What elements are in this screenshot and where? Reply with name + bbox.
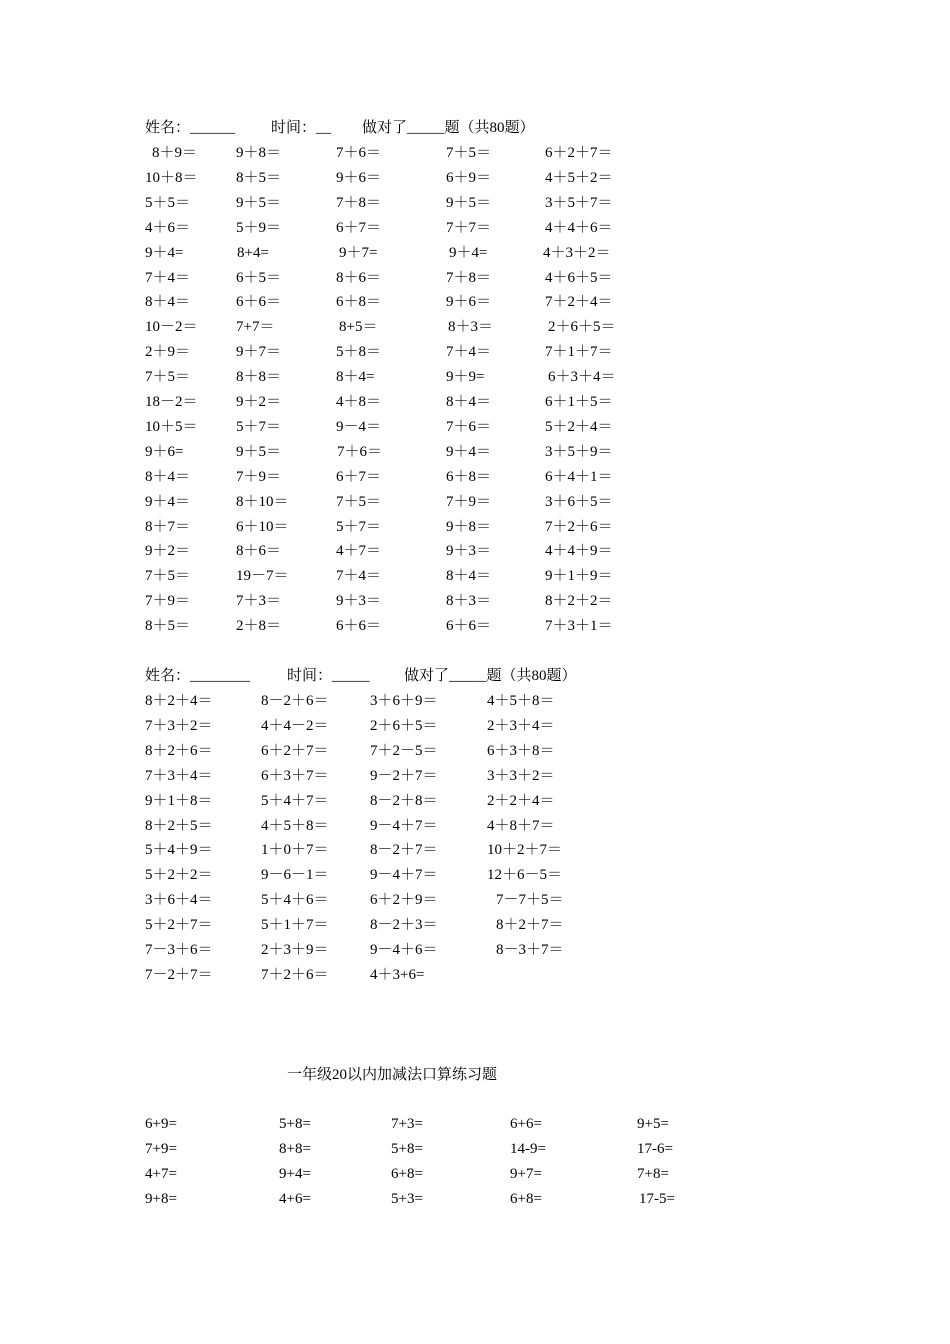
arithmetic-problem: 6＋8＝ — [446, 469, 492, 485]
arithmetic-problem: 6＋6＝ — [446, 618, 492, 634]
arithmetic-problem: 6＋6＝ — [236, 294, 282, 310]
arithmetic-problem: 6＋9＝ — [446, 170, 492, 186]
arithmetic-problem: 8－3＋7＝ — [496, 942, 564, 958]
arithmetic-problem: 5＋4＋6＝ — [261, 892, 329, 908]
arithmetic-problem: 7－3＋6＝ — [145, 942, 213, 958]
arithmetic-problem: 7＋7＝ — [446, 220, 492, 236]
arithmetic-problem: 3＋5＋9＝ — [545, 444, 613, 460]
arithmetic-problem: 9＋3＝ — [446, 543, 492, 559]
arithmetic-problem: 9+5= — [637, 1116, 669, 1132]
arithmetic-problem: 7＋2＋6＝ — [545, 519, 613, 535]
arithmetic-problem: 8－2＋3＝ — [370, 917, 438, 933]
arithmetic-problem: 4＋5＋8＝ — [261, 818, 329, 834]
arithmetic-problem: 4＋5＋2＝ — [545, 170, 613, 186]
arithmetic-problem: 18－2＝ — [145, 394, 198, 410]
arithmetic-problem: 3＋6＋5＝ — [545, 494, 613, 510]
arithmetic-problem: 8+4= — [237, 245, 269, 261]
arithmetic-problem: 8＋9＝ — [152, 145, 198, 161]
arithmetic-problem: 8＋5＝ — [145, 618, 191, 634]
arithmetic-problem: 7－7＋5＝ — [496, 892, 564, 908]
arithmetic-problem: 7＋9＝ — [446, 494, 492, 510]
arithmetic-problem: 8＋2＋5＝ — [145, 818, 213, 834]
arithmetic-problem: 9＋6= — [145, 444, 184, 460]
arithmetic-problem: 8－2＋6＝ — [261, 693, 329, 709]
arithmetic-problem: 17-5= — [639, 1191, 675, 1207]
arithmetic-problem: 9+7= — [510, 1166, 542, 1182]
arithmetic-problem: 6＋1＋5＝ — [545, 394, 613, 410]
arithmetic-problem: 7＋5＝ — [145, 369, 191, 385]
arithmetic-problem: 5+8= — [391, 1141, 423, 1157]
arithmetic-problem: 4＋3＋2＝ — [543, 245, 611, 261]
arithmetic-problem: 12＋6－5＝ — [487, 867, 563, 883]
arithmetic-problem: 7－2＋7＝ — [145, 967, 213, 983]
arithmetic-problem: 6＋8＝ — [336, 294, 382, 310]
arithmetic-problem: 6＋2＋7＝ — [545, 145, 613, 161]
arithmetic-problem: 7＋5＝ — [446, 145, 492, 161]
arithmetic-problem: 9＋4＝ — [145, 494, 191, 510]
name-field-label: 姓名：________ — [145, 668, 251, 684]
arithmetic-problem: 9－4＋6＝ — [370, 942, 438, 958]
arithmetic-problem: 9＋4= — [145, 245, 184, 261]
arithmetic-problem: 6+6= — [510, 1116, 542, 1132]
correct-count-label: 做对了_____题（共80题） — [362, 120, 535, 136]
arithmetic-problem: 7＋4＝ — [145, 270, 191, 286]
arithmetic-problem: 7＋4＝ — [446, 344, 492, 360]
arithmetic-problem: 2＋3＋9＝ — [261, 942, 329, 958]
arithmetic-problem: 6＋3＋8＝ — [487, 743, 555, 759]
arithmetic-problem: 3＋6＋9＝ — [370, 693, 438, 709]
arithmetic-problem: 5＋4＋9＝ — [145, 842, 213, 858]
arithmetic-problem: 3＋5＋7＝ — [545, 195, 613, 211]
arithmetic-problem: 4＋3+6= — [370, 967, 425, 983]
arithmetic-problem: 7+3= — [391, 1116, 423, 1132]
arithmetic-problem: 8＋2＋6＝ — [145, 743, 213, 759]
arithmetic-problem: 4＋6＝ — [145, 220, 191, 236]
arithmetic-problem: 5＋2＋4＝ — [545, 419, 613, 435]
arithmetic-problem: 7+9= — [145, 1141, 177, 1157]
arithmetic-problem: 6+8= — [391, 1166, 423, 1182]
arithmetic-problem: 7＋6＝ — [336, 145, 382, 161]
arithmetic-problem: 4+7= — [145, 1166, 177, 1182]
arithmetic-problem: 9－4＝ — [336, 419, 382, 435]
arithmetic-problem: 9+8= — [145, 1191, 177, 1207]
section2-header — [0, 664, 577, 688]
arithmetic-problem: 6＋4＋1＝ — [545, 469, 613, 485]
arithmetic-problem: 9＋6＝ — [446, 294, 492, 310]
arithmetic-problem: 8＋3＝ — [448, 319, 494, 335]
arithmetic-problem: 9＋7= — [339, 245, 378, 261]
arithmetic-problem: 5+8= — [279, 1116, 311, 1132]
arithmetic-problem: 8＋2＋7＝ — [496, 917, 564, 933]
arithmetic-problem: 3＋6＋4＝ — [145, 892, 213, 908]
arithmetic-problem: 4＋8＝ — [336, 394, 382, 410]
arithmetic-problem: 10＋5＝ — [145, 419, 198, 435]
arithmetic-problem: 9－2＋7＝ — [370, 768, 438, 784]
arithmetic-problem: 7＋8＝ — [446, 270, 492, 286]
arithmetic-problem: 9＋8＝ — [446, 519, 492, 535]
arithmetic-problem: 7＋8＝ — [336, 195, 382, 211]
arithmetic-problem: 6＋2＋7＝ — [261, 743, 329, 759]
arithmetic-problem: 5＋9＝ — [236, 220, 282, 236]
arithmetic-problem: 9＋4= — [449, 245, 488, 261]
arithmetic-problem: 5+3= — [391, 1191, 423, 1207]
arithmetic-problem: 10＋2＋7＝ — [487, 842, 563, 858]
correct-count-label: 做对了_____题（共80题） — [404, 668, 577, 684]
arithmetic-problem: 8＋4＝ — [446, 394, 492, 410]
arithmetic-problem: 9＋1＋8＝ — [145, 793, 213, 809]
arithmetic-problem: 5＋1＋7＝ — [261, 917, 329, 933]
arithmetic-problem: 8＋7＝ — [145, 519, 191, 535]
arithmetic-problem: 8＋10＝ — [236, 494, 289, 510]
arithmetic-problem: 6＋3＋4＝ — [548, 369, 616, 385]
arithmetic-problem: 8＋4＝ — [145, 294, 191, 310]
arithmetic-problem: 10＋8＝ — [145, 170, 198, 186]
arithmetic-problem: 7＋3＋4＝ — [145, 768, 213, 784]
arithmetic-problem: 9＋5＝ — [236, 195, 282, 211]
arithmetic-problem: 8＋4＝ — [145, 469, 191, 485]
arithmetic-problem: 7＋9＝ — [236, 469, 282, 485]
arithmetic-problem: 2＋3＋4＝ — [487, 718, 555, 734]
arithmetic-problem: 6+9= — [145, 1116, 177, 1132]
arithmetic-problem: 9－4＋7＝ — [370, 818, 438, 834]
arithmetic-problem: 8－2＋8＝ — [370, 793, 438, 809]
arithmetic-problem: 2＋9＝ — [145, 344, 191, 360]
arithmetic-problem: 4＋8＋7＝ — [487, 818, 555, 834]
arithmetic-problem: 6＋5＝ — [236, 270, 282, 286]
arithmetic-problem: 9－6－1＝ — [261, 867, 329, 883]
arithmetic-problem: 2＋8＝ — [236, 618, 282, 634]
arithmetic-problem: 9＋1＋9＝ — [545, 568, 613, 584]
arithmetic-problem: 7+7＝ — [236, 319, 275, 335]
arithmetic-problem: 9＋5＝ — [446, 195, 492, 211]
arithmetic-problem: 1＋0＋7＝ — [261, 842, 329, 858]
arithmetic-problem: 8－2＋7＝ — [370, 842, 438, 858]
arithmetic-problem: 2＋6＋5＝ — [370, 718, 438, 734]
arithmetic-problem: 7＋9＝ — [145, 593, 191, 609]
arithmetic-problem: 7＋4＝ — [336, 568, 382, 584]
arithmetic-problem: 7＋3＋1＝ — [545, 618, 613, 634]
arithmetic-problem: 4＋7＝ — [336, 543, 382, 559]
arithmetic-problem: 5＋5＝ — [145, 195, 191, 211]
arithmetic-problem: 6＋3＋7＝ — [261, 768, 329, 784]
arithmetic-problem: 9＋9= — [446, 369, 485, 385]
arithmetic-problem: 8＋4= — [336, 369, 375, 385]
name-field-label: 姓名：______ — [145, 120, 236, 136]
arithmetic-problem: 8＋8＝ — [236, 369, 282, 385]
arithmetic-problem: 9＋4＝ — [446, 444, 492, 460]
arithmetic-problem: 7＋3＝ — [236, 593, 282, 609]
arithmetic-problem: 4＋4－2＝ — [261, 718, 329, 734]
arithmetic-problem: 8＋3＝ — [446, 593, 492, 609]
arithmetic-problem: 8＋5＝ — [236, 170, 282, 186]
arithmetic-problem: 7＋2＋6＝ — [261, 967, 329, 983]
arithmetic-problem: 2＋6＋5＝ — [548, 319, 616, 335]
arithmetic-problem: 5＋2＋2＝ — [145, 867, 213, 883]
arithmetic-problem: 9＋2＝ — [236, 394, 282, 410]
arithmetic-problem: 5＋7＝ — [236, 419, 282, 435]
arithmetic-problem: 9+4= — [279, 1166, 311, 1182]
arithmetic-problem: 5＋8＝ — [336, 344, 382, 360]
arithmetic-problem: 3＋3＋2＝ — [487, 768, 555, 784]
arithmetic-problem: 6＋10＝ — [236, 519, 289, 535]
arithmetic-problem: 7+8= — [637, 1166, 669, 1182]
arithmetic-problem: 8+5＝ — [339, 319, 378, 335]
arithmetic-problem: 7＋5＝ — [145, 568, 191, 584]
arithmetic-problem: 8＋6＝ — [236, 543, 282, 559]
arithmetic-problem: 6+8= — [510, 1191, 542, 1207]
arithmetic-problem: 14-9= — [510, 1141, 546, 1157]
arithmetic-problem: 7＋1＋7＝ — [545, 344, 613, 360]
section3-title: 一年级20以内加减法口算练习题 — [287, 1067, 498, 1083]
arithmetic-problem: 7＋2＋4＝ — [545, 294, 613, 310]
arithmetic-problem: 7＋3＋2＝ — [145, 718, 213, 734]
arithmetic-problem: 7＋6＝ — [446, 419, 492, 435]
arithmetic-problem: 4＋4＋9＝ — [545, 543, 613, 559]
arithmetic-problem: 4＋6＋5＝ — [545, 270, 613, 286]
arithmetic-problem: 9＋7＝ — [236, 344, 282, 360]
arithmetic-problem: 6＋2＋9＝ — [370, 892, 438, 908]
arithmetic-problem: 8＋2＋4＝ — [145, 693, 213, 709]
time-field-label: 时间：__ — [271, 120, 332, 136]
arithmetic-problem: 8+8= — [279, 1141, 311, 1157]
arithmetic-problem: 5＋2＋7＝ — [145, 917, 213, 933]
arithmetic-problem: 9＋3＝ — [336, 593, 382, 609]
arithmetic-problem: 9＋8＝ — [236, 145, 282, 161]
arithmetic-problem: 8＋6＝ — [336, 270, 382, 286]
arithmetic-problem: 17-6= — [637, 1141, 673, 1157]
arithmetic-problem: 7＋5＝ — [336, 494, 382, 510]
arithmetic-problem: 4＋4＋6＝ — [545, 220, 613, 236]
arithmetic-problem: 9＋5＝ — [236, 444, 282, 460]
arithmetic-problem: 10－2＝ — [145, 319, 198, 335]
arithmetic-problem: 6＋6＝ — [336, 618, 382, 634]
arithmetic-problem: 9－4＋7＝ — [370, 867, 438, 883]
section1-header — [0, 116, 535, 140]
arithmetic-problem: 4+6= — [279, 1191, 311, 1207]
arithmetic-problem: 19－7＝ — [236, 568, 289, 584]
arithmetic-problem: 6＋7＝ — [336, 220, 382, 236]
arithmetic-problem: 9＋6＝ — [336, 170, 382, 186]
arithmetic-problem: 8＋4＝ — [446, 568, 492, 584]
arithmetic-problem: 7＋6＝ — [337, 444, 383, 460]
arithmetic-problem: 8＋2＋2＝ — [545, 593, 613, 609]
arithmetic-problem: 2＋2＋4＝ — [487, 793, 555, 809]
arithmetic-problem: 4＋5＋8＝ — [487, 693, 555, 709]
arithmetic-problem: 5＋7＝ — [336, 519, 382, 535]
arithmetic-problem: 7＋2－5＝ — [370, 743, 438, 759]
arithmetic-problem: 5＋4＋7＝ — [261, 793, 329, 809]
arithmetic-problem: 6＋7＝ — [336, 469, 382, 485]
arithmetic-problem: 9＋2＝ — [145, 543, 191, 559]
time-field-label: 时间：_____ — [287, 668, 370, 684]
